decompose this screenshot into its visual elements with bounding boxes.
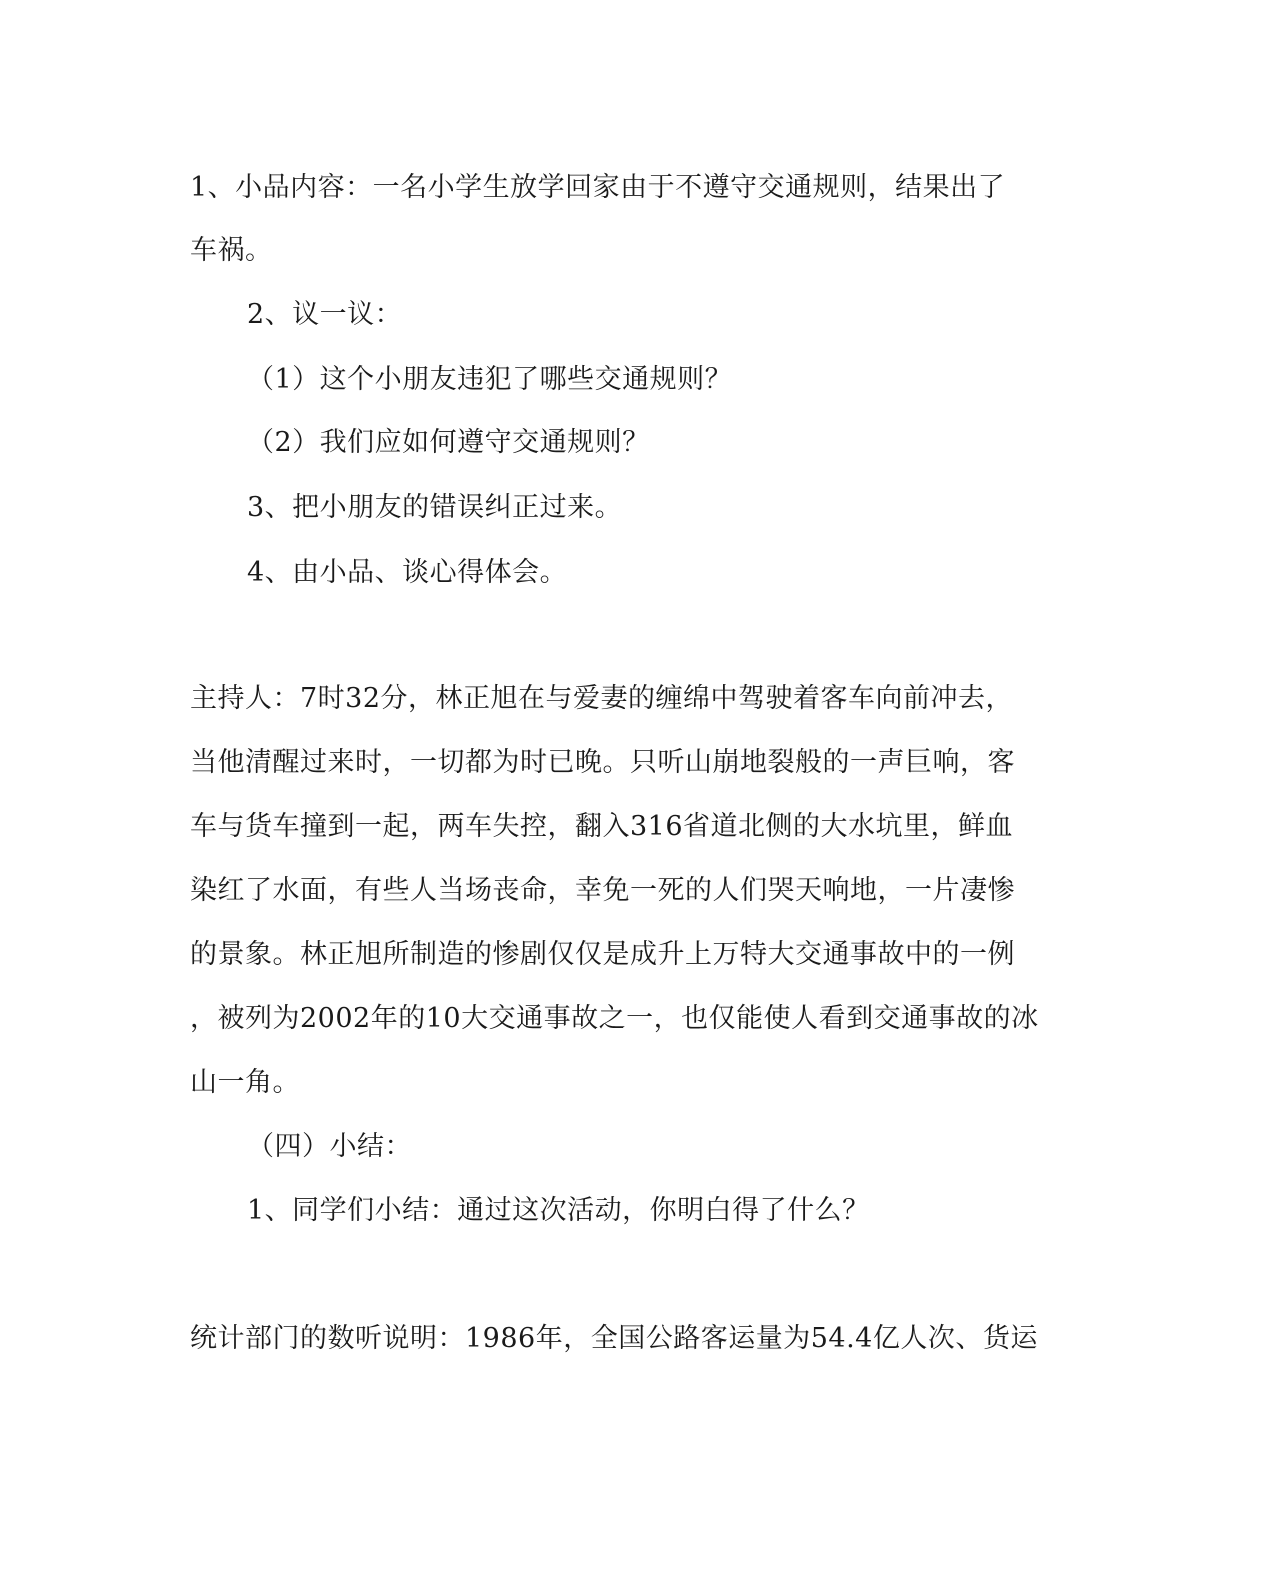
text-line-summary-1: 1、同学们小结：通过这次活动，你明白得了什么？	[247, 1195, 870, 1226]
text-line-correct: 3、把小朋友的错误纠正过来。	[247, 492, 623, 523]
text-line-host-7: 山一角。	[190, 1067, 300, 1098]
text-line-host-1: 主持人：7时32分，林正旭在与爱妻的缠绵中驾驶着客车向前冲去，	[190, 683, 1014, 714]
text-line-host-5: 的景象。林正旭所制造的惨剧仅仅是成升上万特大交通事故中的一例	[190, 939, 1015, 970]
text-line-accident: 车祸。	[190, 235, 273, 266]
text-line-statistics: 统计部门的数听说明：1986年，全国公路客运量为54.4亿人次、货运	[190, 1323, 1038, 1354]
text-line-host-3: 车与货车撞到一起，两车失控，翻入316省道北侧的大水坑里，鲜血	[190, 811, 1014, 842]
text-line-reflection: 4、由小品、谈心得体会。	[247, 557, 568, 588]
text-line-host-2: 当他清醒过来时，一切都为时已晚。只听山崩地裂般的一声巨响，客	[190, 747, 1015, 778]
text-line-discuss: 2、议一议：	[247, 299, 403, 330]
text-line-question-2: （2）我们应如何遵守交通规则？	[247, 427, 650, 458]
text-line-host-6: ，被列为2002年的10大交通事故之一，也仅能使人看到交通事故的冰	[190, 1003, 1039, 1034]
text-line-sketch-content: 1、小品内容：一名小学生放学回家由于不遵守交通规则，结果出了	[190, 172, 1006, 203]
text-line-question-1: （1）这个小朋友违犯了哪些交通规则？	[247, 364, 733, 395]
text-line-host-4: 染红了水面，有些人当场丧命，幸免一死的人们哭天响地，一片凄惨	[190, 875, 1015, 906]
text-line-summary-heading: （四）小结：	[247, 1131, 412, 1162]
